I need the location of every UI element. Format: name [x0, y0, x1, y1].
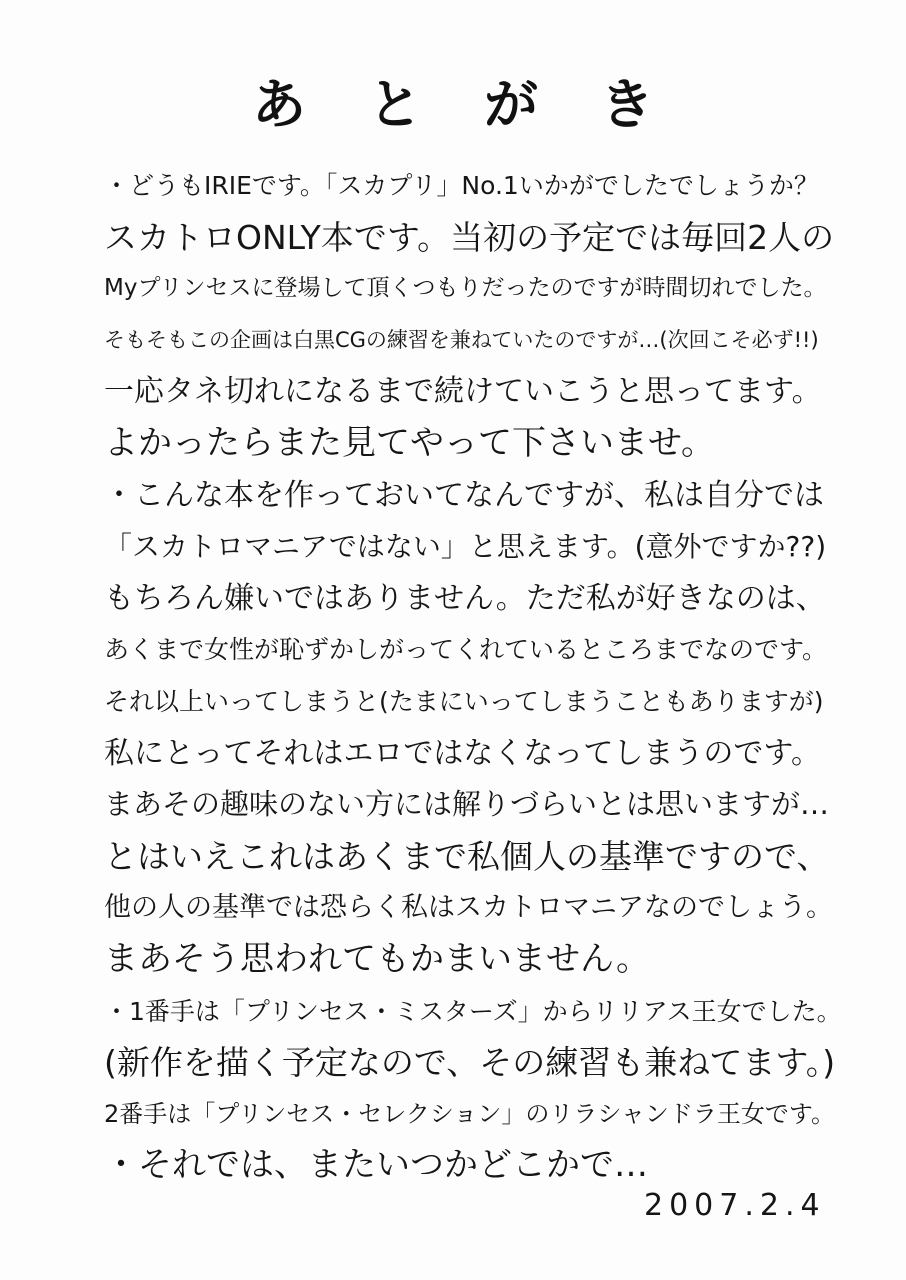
- text-line: 一応タネ切れになるまで続けていこうと思ってます。: [104, 374, 822, 410]
- text-line: スカトロONLY本です。当初の予定では毎回2人の: [104, 217, 835, 257]
- text-line: (新作を描く予定なので、その練習も兼ねてます。): [104, 1043, 836, 1083]
- text-line: もちろん嫌いではありません。ただ私が好きなのは、: [104, 580, 826, 616]
- text-line: まあそう思われてもかまいません。: [104, 938, 651, 979]
- text-line: まあその趣味のない方には解りづらいとは思いますが…: [104, 787, 830, 822]
- text-line: ・それでは、またいつかどこかで…: [104, 1145, 648, 1186]
- text-line: そもそもこの企画は白黒CGの練習を兼ねていたのですが…(次回こそ必ず!!): [104, 327, 819, 352]
- date-text: 2007.2.4: [644, 1188, 826, 1223]
- text-line: 「スカトロマニアではない」と思えます。(意外ですか??): [104, 530, 827, 564]
- page-title: あとがき: [252, 73, 716, 136]
- text-line: Myプリンセスに登場して頂くつもりだったのですが時間切れでした。: [104, 275, 827, 302]
- text-line: ・どうもIRIEです。「スカプリ」No.1いかがでしたでしょうか？: [104, 171, 819, 200]
- text-line: それ以上いってしまうと(たまにいってしまうこともありますが): [104, 686, 824, 716]
- text-line: あくまで女性が恥ずかしがってくれているところまでなのです。: [104, 635, 828, 665]
- text-line: 私にとってそれはエロではなくなってしまうのです。: [104, 735, 821, 771]
- text-line: ・こんな本を作っておいてなんですが、私は自分では: [104, 477, 824, 513]
- text-line: 2番手は「プリンセス・セレクション」のリラシャンドラ王女です。: [104, 1099, 835, 1128]
- text-line: とはいえこれはあくまで私個人の基準ですので、: [104, 836, 830, 876]
- text-line: よかったらまた見てやって下さいませ。: [104, 422, 715, 463]
- text-line: ・1番手は「プリンセス・ミスターズ」からリリアス王女でした。: [104, 996, 842, 1026]
- afterword-body: [104, 160, 844, 1192]
- text-line: 他の人の基準では恐らく私はスカトロマニアなのでしょう。: [104, 892, 833, 924]
